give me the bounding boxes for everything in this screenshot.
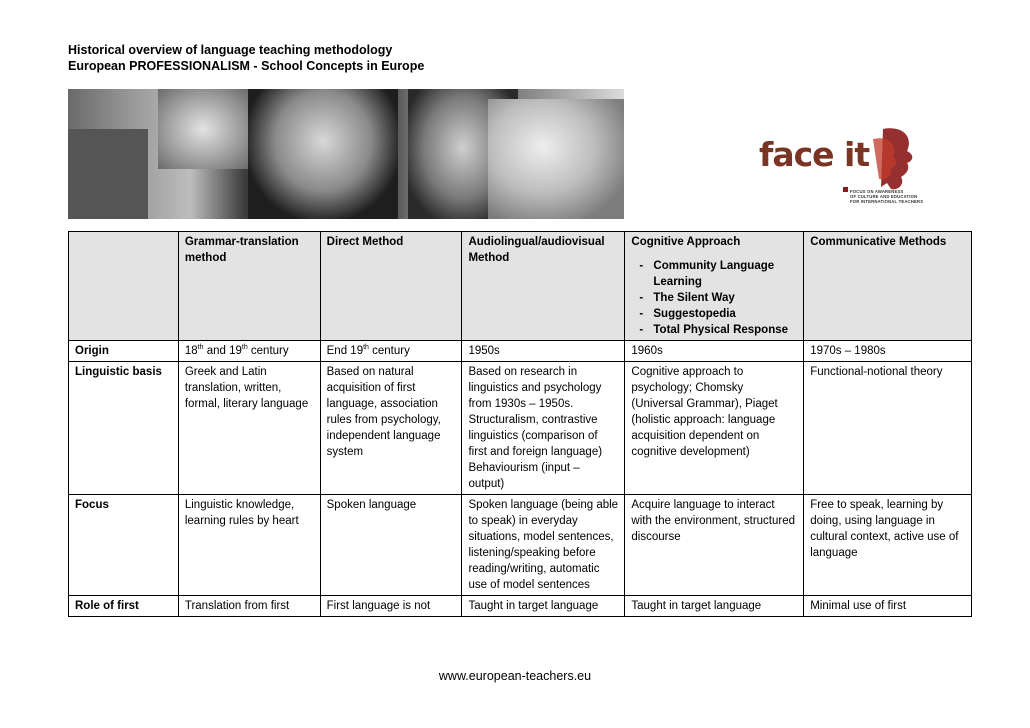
header-direct-method: Direct Method xyxy=(320,232,462,341)
cell-text: 18 xyxy=(184,345,198,357)
row-label: Linguistic basis xyxy=(69,362,179,495)
table-cell: Spoken language xyxy=(320,495,462,596)
table-cell: 1970s – 1980s xyxy=(804,341,972,362)
logo-tagline xyxy=(850,189,930,204)
table-cell xyxy=(320,341,462,362)
cell-text: and 19 xyxy=(203,345,242,357)
table-cell: First language is not xyxy=(320,596,462,617)
cell-text: End 19 xyxy=(326,345,364,357)
table-row xyxy=(69,341,972,362)
photo-person-left xyxy=(158,89,248,169)
table-cell: Greek and Latin translation, written, formal, literary language xyxy=(178,362,320,495)
table-cell: Cognitive approach to psychology; Chomsky (Universal Grammar), Piaget (holistic approach: language acquisition dependent on cognitive development) xyxy=(625,362,804,495)
header-grammar-translation: Grammar-translation method xyxy=(178,232,320,341)
logo-tagline-line: FOCUS ON AWARENESS xyxy=(850,189,904,194)
footer-url[interactable]: www.european-teachers.eu xyxy=(438,669,592,683)
header-title: Historical overview of language teaching methodology xyxy=(68,43,393,57)
logo-tagline-line: OF CULTURE AND EDUCATION xyxy=(850,194,918,199)
methodology-table xyxy=(68,231,972,617)
table-cell: Functional-notional theory xyxy=(804,362,972,495)
table-cell: Based on natural acquisition of first language, association rules from psychology, independent language system xyxy=(320,362,462,495)
logo-tagline-line: FOR INTERNATIONAL TEACHERS xyxy=(850,199,924,204)
list-item: - Suggestopedia xyxy=(653,306,797,322)
table-cell: Based on research in linguistics and psychology from 1930s – 1950s. Structuralism, contrastive linguistics (comparison of first and foreign language) Behaviourism (input – output) xyxy=(462,362,625,495)
header-communicative: Communicative Methods xyxy=(804,232,972,341)
table-cell: Taught in target language xyxy=(462,596,625,617)
cognitive-sub-list xyxy=(631,258,797,338)
table-cell: Linguistic knowledge, learning rules by heart xyxy=(178,495,320,596)
list-item: - The Silent Way xyxy=(653,290,797,306)
cell-sup: th xyxy=(363,344,369,352)
table-cell: Acquire language to interact with the environment, structured discourse xyxy=(625,495,804,596)
list-item: - Community Language Learning xyxy=(653,258,797,290)
list-item: - Total Physical Response xyxy=(653,322,797,338)
header-subtitle: European PROFESSIONALISM - School Concepts in Europe xyxy=(68,59,425,73)
table-header-row xyxy=(69,232,972,341)
photo-person-far-right xyxy=(488,99,624,219)
table-cell: Minimal use of first xyxy=(804,596,972,617)
table-row xyxy=(69,596,972,617)
table-cell: Taught in target language xyxy=(625,596,804,617)
row-label: Focus xyxy=(69,495,179,596)
table-cell: Spoken language (being able to speak) in everyday situations, model sentences, listening/speaking before reading/writing, automatic use of model sentences xyxy=(462,495,625,596)
table-cell: 1960s xyxy=(625,341,804,362)
students-photo xyxy=(68,89,624,219)
photo-monitor xyxy=(68,129,148,219)
cell-text: century xyxy=(247,345,289,357)
photo-person-center xyxy=(248,89,398,219)
header-cognitive-approach xyxy=(625,232,804,341)
table-cell: Translation from first xyxy=(178,596,320,617)
header-cell-empty xyxy=(69,232,179,341)
table-row xyxy=(69,362,972,495)
row-label: Origin xyxy=(69,341,179,362)
header-cognitive-title: Cognitive Approach xyxy=(631,236,741,248)
table-cell: 1950s xyxy=(462,341,625,362)
row-label: Role of first xyxy=(69,596,179,617)
cell-sup: th xyxy=(197,344,204,352)
document-header xyxy=(68,42,424,74)
table-cell: Free to speak, learning by doing, using language in cultural context, active use of language xyxy=(804,495,972,596)
table-row xyxy=(69,495,972,596)
header-audiolingual: Audiolingual/audiovisual Method xyxy=(462,232,625,341)
logo-wordmark: face it xyxy=(759,135,870,174)
face-it-logo xyxy=(755,125,925,210)
cell-text: century xyxy=(368,345,410,357)
table-cell xyxy=(178,341,320,362)
cell-sup: th xyxy=(241,344,248,352)
